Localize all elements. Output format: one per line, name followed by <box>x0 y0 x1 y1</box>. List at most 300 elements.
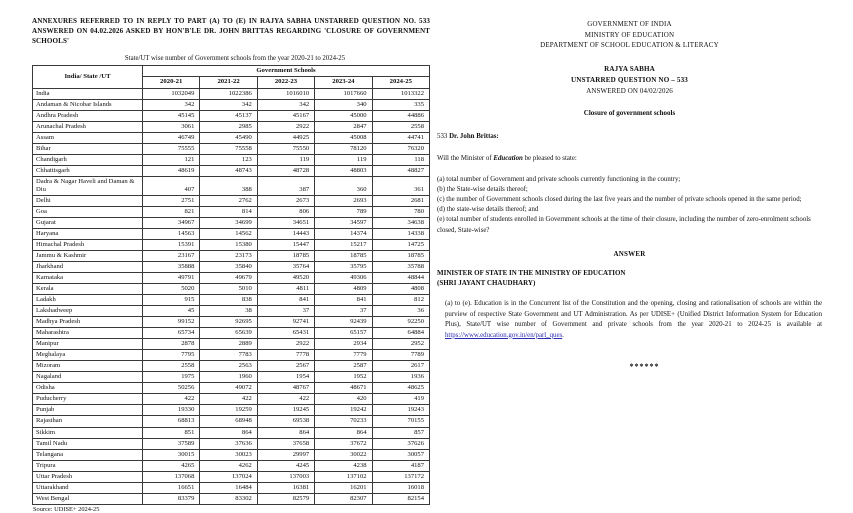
table-row <box>33 217 430 228</box>
cell-value-2020-21: 2878 <box>143 339 200 350</box>
source-note: Source: UDISE+ 2024-25 <box>33 506 100 513</box>
cell-value-2022-23: 4811 <box>257 284 314 295</box>
will-emphasis: Education <box>493 154 523 162</box>
cell-state-name: Tamil Nadu <box>33 438 143 449</box>
cell-value-2024-25: 16018 <box>372 482 429 493</box>
cell-state-name: Ladakh <box>33 295 143 306</box>
cell-value-2021-22: 342 <box>200 99 257 110</box>
will-suffix: be pleased to state: <box>522 154 577 162</box>
cell-state-name: Telangana <box>33 449 143 460</box>
cell-value-2021-22: 15380 <box>200 239 257 250</box>
table-row <box>33 317 430 328</box>
cell-value-2021-22: 65639 <box>200 328 257 339</box>
cell-state-name: Assam <box>33 132 143 143</box>
cell-value-2022-23: 65431 <box>257 328 314 339</box>
cell-value-2022-23: 387 <box>257 176 314 195</box>
asker-name: Dr. John Brittas: <box>449 133 499 141</box>
table-row <box>33 262 430 273</box>
cell-value-2024-25: 48827 <box>372 165 429 176</box>
cell-value-2022-23: 137003 <box>257 471 314 482</box>
cell-value-2024-25: 2952 <box>372 339 429 350</box>
cell-state-name: Sikkim <box>33 427 143 438</box>
cell-state-name: India <box>33 88 143 99</box>
cell-value-2020-21: 49791 <box>143 273 200 284</box>
asker-line <box>437 132 822 142</box>
question-number: UNSTARRED QUESTION NO – 533 <box>570 75 689 84</box>
cell-value-2022-23: 2922 <box>257 339 314 350</box>
cell-value-2024-25: 4187 <box>372 460 429 471</box>
cell-value-2020-21: 407 <box>143 176 200 195</box>
table-row <box>33 383 430 394</box>
cell-state-name: Bihar <box>33 143 143 154</box>
cell-value-2023-24: 35795 <box>315 262 372 273</box>
cell-value-2020-21: 35888 <box>143 262 200 273</box>
table-caption: State/UT wise number of Government schools from the year 2020-21 to 2024-25 <box>124 55 346 63</box>
cell-state-name: Manipur <box>33 339 143 350</box>
cell-value-2021-22: 48743 <box>200 165 257 176</box>
cell-value-2023-24: 2693 <box>315 195 372 206</box>
government-header <box>437 19 822 51</box>
cell-value-2021-22: 23173 <box>200 251 257 262</box>
cell-value-2022-23: 2673 <box>257 195 314 206</box>
cell-value-2023-24: 789 <box>315 206 372 217</box>
cell-value-2023-24: 2934 <box>315 339 372 350</box>
question-part-3: (d) the state-wise details thereof; and <box>437 206 539 214</box>
cell-value-2023-24: 1952 <box>315 372 372 383</box>
cell-value-2023-24: 15217 <box>315 239 372 250</box>
cell-value-2024-25: 419 <box>372 394 429 405</box>
cell-value-2020-21: 83379 <box>143 493 200 504</box>
cell-value-2023-24: 119 <box>315 154 372 165</box>
cell-value-2021-22: 19259 <box>200 405 257 416</box>
cell-value-2020-21: 99152 <box>143 317 200 328</box>
cell-value-2024-25: 48625 <box>372 383 429 394</box>
question-subject: Closure of government schools <box>583 108 676 117</box>
cell-value-2022-23: 92741 <box>257 317 314 328</box>
table-row <box>33 372 430 383</box>
cell-value-2024-25: 1936 <box>372 372 429 383</box>
answered-on-date: ANSWERED ON 04/02/2026 <box>586 86 673 95</box>
cell-value-2020-21: 23167 <box>143 251 200 262</box>
cell-value-2020-21: 1032049 <box>143 88 200 99</box>
cell-value-2024-25: 44741 <box>372 132 429 143</box>
question-part-0: (a) total number of Government and private schools currently functioning in the country; <box>437 175 681 183</box>
government-schools-table <box>32 65 430 505</box>
cell-state-name: Maharashtra <box>33 328 143 339</box>
cell-value-2022-23: 35764 <box>257 262 314 273</box>
annexure-heading: ANNEXURES REFERRED TO IN REPLY TO PART (A) TO (E) IN RAJYA SABHA UNSTARRED QUESTION NO. 533 ANSWERED ON 04.02.2026 ASKED BY HON'B'LE DR. JOHN BRITTAS REGARDING 'CLOSURE OF GOVERNMENT SCHOOLS' <box>32 17 430 46</box>
cell-value-2020-21: 422 <box>143 394 200 405</box>
cell-value-2023-24: 49306 <box>315 273 372 284</box>
cell-value-2022-23: 1954 <box>257 372 314 383</box>
cell-value-2021-22: 92695 <box>200 317 257 328</box>
cell-value-2021-22: 35840 <box>200 262 257 273</box>
cell-value-2024-25: 64884 <box>372 328 429 339</box>
cell-value-2022-23: 19245 <box>257 405 314 416</box>
cell-value-2024-25: 118 <box>372 154 429 165</box>
cell-value-2022-23: 864 <box>257 427 314 438</box>
cell-value-2020-21: 4265 <box>143 460 200 471</box>
cell-value-2021-22: 4262 <box>200 460 257 471</box>
cell-value-2022-23: 2567 <box>257 361 314 372</box>
end-marker: ****** <box>629 362 660 371</box>
cell-state-name: Jammu & Kashmir <box>33 251 143 262</box>
education-portal-link[interactable]: https://www.education.gov.in/en/parl_ques <box>445 331 563 339</box>
cell-value-2024-25: 44886 <box>372 110 429 121</box>
cell-state-name: Lakshadweep <box>33 306 143 317</box>
question-part-4: (e) total number of students enrolled in Government schools at the time of their closure, including the number of zero-enrolment schools closed, State-wise? <box>437 216 811 234</box>
cell-value-2024-25: 780 <box>372 206 429 217</box>
cell-value-2024-25: 34638 <box>372 217 429 228</box>
table-row <box>33 460 430 471</box>
cell-value-2024-25: 30057 <box>372 449 429 460</box>
table-row <box>33 132 430 143</box>
cell-value-2021-22: 37636 <box>200 438 257 449</box>
cell-value-2022-23: 14443 <box>257 228 314 239</box>
cell-value-2024-25: 76320 <box>372 143 429 154</box>
column-header-group: Government Schools <box>143 66 430 77</box>
column-header-year-2021-22: 2021-22 <box>200 77 257 88</box>
cell-value-2020-21: 821 <box>143 206 200 217</box>
cell-value-2021-22: 2762 <box>200 195 257 206</box>
cell-value-2024-25: 35788 <box>372 262 429 273</box>
cell-value-2021-22: 7783 <box>200 350 257 361</box>
cell-state-name: Haryana <box>33 228 143 239</box>
cell-value-2020-21: 1975 <box>143 372 200 383</box>
table-body <box>33 88 430 504</box>
cell-value-2020-21: 15391 <box>143 239 200 250</box>
table-row <box>33 394 430 405</box>
cell-value-2021-22: 16484 <box>200 482 257 493</box>
answer-body <box>437 299 822 341</box>
cell-value-2020-21: 37589 <box>143 438 200 449</box>
cell-value-2020-21: 2558 <box>143 361 200 372</box>
cell-state-name: Punjab <box>33 405 143 416</box>
cell-value-2022-23: 48728 <box>257 165 314 176</box>
cell-value-2021-22: 864 <box>200 427 257 438</box>
cell-value-2022-23: 806 <box>257 206 314 217</box>
cell-value-2021-22: 2563 <box>200 361 257 372</box>
cell-value-2021-22: 838 <box>200 295 257 306</box>
table-row <box>33 88 430 99</box>
cell-value-2024-25: 812 <box>372 295 429 306</box>
cell-value-2020-21: 137068 <box>143 471 200 482</box>
annexure-column <box>32 16 430 513</box>
column-header-year-2024-25: 2024-25 <box>372 77 429 88</box>
column-header-year-2020-21: 2020-21 <box>143 77 200 88</box>
table-row <box>33 350 430 361</box>
cell-value-2022-23: 45167 <box>257 110 314 121</box>
column-header-state: India/ State /UT <box>33 66 143 88</box>
cell-state-name: Meghalaya <box>33 350 143 361</box>
cell-value-2023-24: 34597 <box>315 217 372 228</box>
cell-value-2023-24: 92439 <box>315 317 372 328</box>
cell-value-2023-24: 70233 <box>315 416 372 427</box>
table-head <box>33 66 430 88</box>
cell-value-2024-25: 2558 <box>372 121 429 132</box>
cell-value-2024-25: 7789 <box>372 350 429 361</box>
cell-value-2021-22: 14562 <box>200 228 257 239</box>
cell-state-name: Chhattisgarh <box>33 165 143 176</box>
cell-state-name: Uttar Pradesh <box>33 471 143 482</box>
cell-state-name: Puducherry <box>33 394 143 405</box>
cell-value-2021-22: 30023 <box>200 449 257 460</box>
cell-value-2020-21: 915 <box>143 295 200 306</box>
cell-value-2020-21: 75555 <box>143 143 200 154</box>
cell-state-name: Madhya Pradesh <box>33 317 143 328</box>
cell-value-2023-24: 4809 <box>315 284 372 295</box>
cell-value-2024-25: 857 <box>372 427 429 438</box>
table-row <box>33 405 430 416</box>
cell-value-2021-22: 137024 <box>200 471 257 482</box>
cell-value-2021-22: 38 <box>200 306 257 317</box>
cell-value-2024-25: 70155 <box>372 416 429 427</box>
cell-value-2023-24: 37 <box>315 306 372 317</box>
table-row <box>33 99 430 110</box>
cell-state-name: Jharkhand <box>33 262 143 273</box>
cell-value-2021-22: 83302 <box>200 493 257 504</box>
table-row <box>33 438 430 449</box>
answer-heading: ANSWER <box>613 249 646 258</box>
cell-value-2023-24: 48671 <box>315 383 372 394</box>
table-row <box>33 449 430 460</box>
cell-state-name: Himachal Pradesh <box>33 239 143 250</box>
cell-value-2024-25: 14338 <box>372 228 429 239</box>
cell-value-2023-24: 137102 <box>315 471 372 482</box>
cell-value-2024-25: 137172 <box>372 471 429 482</box>
cell-value-2020-21: 48619 <box>143 165 200 176</box>
cell-state-name: Kerala <box>33 284 143 295</box>
cell-value-2021-22: 45490 <box>200 132 257 143</box>
cell-value-2022-23: 4245 <box>257 460 314 471</box>
table-row <box>33 306 430 317</box>
cell-value-2020-21: 46749 <box>143 132 200 143</box>
cell-value-2022-23: 16381 <box>257 482 314 493</box>
cell-value-2023-24: 14374 <box>315 228 372 239</box>
cell-state-name: Andaman & Nicobar Islands <box>33 99 143 110</box>
cell-value-2020-21: 19330 <box>143 405 200 416</box>
cell-value-2023-24: 1017660 <box>315 88 372 99</box>
cell-value-2022-23: 29997 <box>257 449 314 460</box>
cell-value-2021-22: 814 <box>200 206 257 217</box>
table-row <box>33 284 430 295</box>
table-row <box>33 176 430 195</box>
cell-value-2021-22: 68948 <box>200 416 257 427</box>
minister-designation: MINISTER OF STATE IN THE MINISTRY OF EDUCATION <box>437 269 626 278</box>
cell-value-2020-21: 14563 <box>143 228 200 239</box>
cell-value-2023-24: 45000 <box>315 110 372 121</box>
cell-value-2024-25: 37626 <box>372 438 429 449</box>
cell-state-name: Goa <box>33 206 143 217</box>
asker-number: 533 <box>437 133 448 141</box>
cell-value-2024-25: 82154 <box>372 493 429 504</box>
cell-state-name: Dadra & Nagar Haveli and Daman & Diu <box>33 176 143 195</box>
cell-value-2023-24: 16201 <box>315 482 372 493</box>
cell-value-2021-22: 75558 <box>200 143 257 154</box>
house-name: RAJYA SABHA <box>604 64 655 73</box>
table-row <box>33 295 430 306</box>
cell-value-2020-21: 2751 <box>143 195 200 206</box>
table-row <box>33 228 430 239</box>
cell-value-2020-21: 45 <box>143 306 200 317</box>
cell-state-name: Odisha <box>33 383 143 394</box>
cell-value-2023-24: 4238 <box>315 460 372 471</box>
cell-value-2021-22: 45137 <box>200 110 257 121</box>
will-prefix: Will the Minister of <box>437 154 494 162</box>
cell-value-2021-22: 49072 <box>200 383 257 394</box>
cell-value-2023-24: 45008 <box>315 132 372 143</box>
cell-value-2023-24: 2847 <box>315 121 372 132</box>
table-row <box>33 493 430 504</box>
cell-state-name: West Bengal <box>33 493 143 504</box>
question-part-2: (c) the number of Government schools closed during the last five years and the number of private schools opened in the same period; <box>437 196 802 204</box>
cell-value-2022-23: 841 <box>257 295 314 306</box>
table-header-row-group <box>33 66 430 77</box>
cell-state-name: Nagaland <box>33 372 143 383</box>
table-row <box>33 427 430 438</box>
answer-text-tail: . <box>562 331 564 339</box>
cell-value-2024-25: 14725 <box>372 239 429 250</box>
table-row <box>33 482 430 493</box>
table-row <box>33 339 430 350</box>
cell-value-2022-23: 37658 <box>257 438 314 449</box>
table-row <box>33 416 430 427</box>
cell-value-2023-24: 37672 <box>315 438 372 449</box>
cell-value-2021-22: 1960 <box>200 372 257 383</box>
cell-value-2024-25: 92250 <box>372 317 429 328</box>
cell-state-name: Rajasthan <box>33 416 143 427</box>
cell-value-2023-24: 19242 <box>315 405 372 416</box>
cell-state-name: Mizoram <box>33 361 143 372</box>
cell-value-2023-24: 841 <box>315 295 372 306</box>
cell-value-2022-23: 422 <box>257 394 314 405</box>
table-row <box>33 328 430 339</box>
table-row <box>33 154 430 165</box>
cell-value-2021-22: 34699 <box>200 217 257 228</box>
department-line: DEPARTMENT OF SCHOOL EDUCATION & LITERACY <box>540 41 719 50</box>
cell-value-2024-25: 2681 <box>372 195 429 206</box>
cell-value-2024-25: 361 <box>372 176 429 195</box>
cell-value-2024-25: 4808 <box>372 284 429 295</box>
cell-value-2020-21: 7795 <box>143 350 200 361</box>
cell-value-2020-21: 3061 <box>143 121 200 132</box>
minister-block <box>437 268 822 288</box>
government-of-india-line: GOVERNMENT OF INDIA <box>587 20 672 28</box>
table-row <box>33 273 430 284</box>
cell-value-2020-21: 65734 <box>143 328 200 339</box>
cell-value-2023-24: 18785 <box>315 251 372 262</box>
cell-value-2021-22: 388 <box>200 176 257 195</box>
cell-value-2024-25: 335 <box>372 99 429 110</box>
question-parts-list <box>437 175 822 236</box>
table-row <box>33 165 430 176</box>
column-header-year-2023-24: 2023-24 <box>315 77 372 88</box>
cell-value-2020-21: 16651 <box>143 482 200 493</box>
cell-value-2024-25: 1013322 <box>372 88 429 99</box>
cell-value-2023-24: 30022 <box>315 449 372 460</box>
cell-value-2021-22: 5010 <box>200 284 257 295</box>
column-header-year-2022-23: 2022-23 <box>257 77 314 88</box>
cell-value-2022-23: 82579 <box>257 493 314 504</box>
table-row <box>33 361 430 372</box>
cell-state-name: Gujarat <box>33 217 143 228</box>
cell-value-2023-24: 65157 <box>315 328 372 339</box>
cell-value-2021-22: 1022386 <box>200 88 257 99</box>
cell-value-2023-24: 7779 <box>315 350 372 361</box>
cell-value-2022-23: 75550 <box>257 143 314 154</box>
cell-value-2020-21: 45145 <box>143 110 200 121</box>
table-row <box>33 206 430 217</box>
cell-value-2023-24: 864 <box>315 427 372 438</box>
cell-value-2024-25: 19243 <box>372 405 429 416</box>
cell-value-2022-23: 37 <box>257 306 314 317</box>
answer-text: (a) to (e). Education is in the Concurrent list of the Constitution and the opening, closing and rationalisation of schools are within the purview of respective State Government and UT Administration. As per UDISE+ (Unified District Information System for Education Plus), State/UT wise number of Government and private schools from the year 2020-21 to 2024-25 is available at <box>445 300 822 329</box>
cell-value-2021-22: 49679 <box>200 273 257 284</box>
cell-value-2023-24: 48803 <box>315 165 372 176</box>
cell-value-2022-23: 49520 <box>257 273 314 284</box>
cell-state-name: Arunachal Pradesh <box>33 121 143 132</box>
cell-value-2023-24: 360 <box>315 176 372 195</box>
table-row <box>33 239 430 250</box>
table-row <box>33 143 430 154</box>
cell-value-2024-25: 18785 <box>372 251 429 262</box>
cell-value-2022-23: 15447 <box>257 239 314 250</box>
cell-value-2020-21: 34967 <box>143 217 200 228</box>
cell-value-2023-24: 82307 <box>315 493 372 504</box>
cell-value-2023-24: 78120 <box>315 143 372 154</box>
cell-value-2024-25: 48844 <box>372 273 429 284</box>
cell-value-2022-23: 7778 <box>257 350 314 361</box>
table-row <box>33 110 430 121</box>
table-row <box>33 121 430 132</box>
house-block <box>437 64 822 97</box>
cell-value-2022-23: 2922 <box>257 121 314 132</box>
cell-value-2020-21: 30015 <box>143 449 200 460</box>
cell-value-2021-22: 2985 <box>200 121 257 132</box>
question-part-1: (b) the State-wise details thereof; <box>437 186 528 194</box>
cell-state-name: Tripura <box>33 460 143 471</box>
cell-state-name: Karnataka <box>33 273 143 284</box>
cell-value-2022-23: 119 <box>257 154 314 165</box>
cell-value-2023-24: 2587 <box>315 361 372 372</box>
cell-value-2020-21: 851 <box>143 427 200 438</box>
cell-value-2023-24: 420 <box>315 394 372 405</box>
question-answer-column <box>437 19 822 373</box>
table-row <box>33 251 430 262</box>
will-the-minister-line <box>437 154 822 164</box>
cell-state-name: Delhi <box>33 195 143 206</box>
cell-value-2020-21: 68813 <box>143 416 200 427</box>
cell-state-name: Uttarakhand <box>33 482 143 493</box>
cell-state-name: Andhra Pradesh <box>33 110 143 121</box>
cell-value-2020-21: 50256 <box>143 383 200 394</box>
cell-value-2021-22: 2889 <box>200 339 257 350</box>
cell-value-2021-22: 123 <box>200 154 257 165</box>
table-row <box>33 471 430 482</box>
ministry-line: MINISTRY OF EDUCATION <box>584 30 675 39</box>
cell-value-2021-22: 422 <box>200 394 257 405</box>
cell-value-2022-23: 342 <box>257 99 314 110</box>
table-row <box>33 195 430 206</box>
cell-value-2020-21: 342 <box>143 99 200 110</box>
cell-value-2020-21: 121 <box>143 154 200 165</box>
cell-value-2022-23: 69538 <box>257 416 314 427</box>
cell-value-2023-24: 340 <box>315 99 372 110</box>
cell-value-2020-21: 5020 <box>143 284 200 295</box>
cell-value-2024-25: 2617 <box>372 361 429 372</box>
cell-value-2022-23: 1016010 <box>257 88 314 99</box>
cell-state-name: Chandigarh <box>33 154 143 165</box>
